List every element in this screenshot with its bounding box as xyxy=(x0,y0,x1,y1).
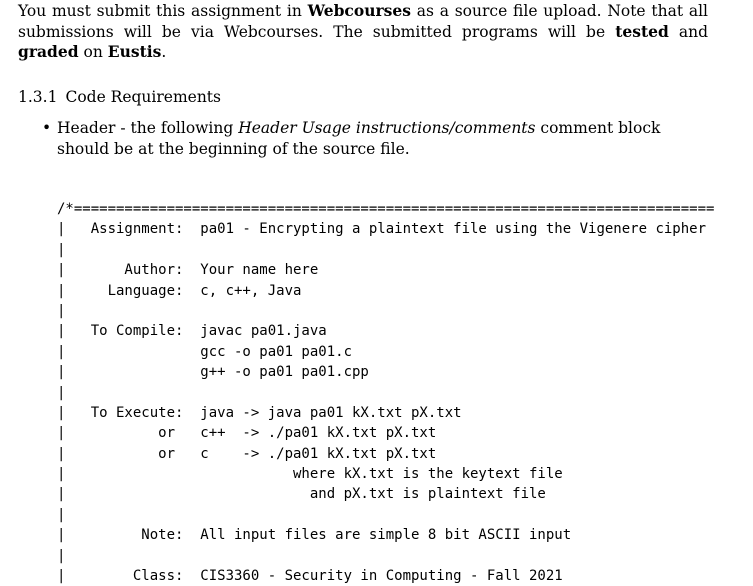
header-bullet xyxy=(42,118,682,159)
graded-bold: graded xyxy=(18,42,79,61)
tested-bold: tested xyxy=(615,21,669,41)
bullet-text-2: comment block should be at the beginning of the source file. xyxy=(57,119,661,158)
code-line: | gcc -o pa01 pa01.c xyxy=(57,343,353,360)
code-line: | Language: c, c++, Java xyxy=(57,282,302,299)
bullet-dot-icon: • xyxy=(42,119,52,137)
intro-text-5: . xyxy=(161,43,167,61)
intro-text-2: as a source file upload. Note that all submissions will be via Webcourses. The submitted programs will be xyxy=(18,2,708,41)
code-line: | Assignment: pa01 - Encrypting a plaintext file using the Vigenere cipher xyxy=(57,221,707,238)
eustis-bold: Eustis xyxy=(107,42,162,61)
code-line: | g++ -o pa01 pa01.cpp xyxy=(57,364,369,381)
intro-paragraph xyxy=(18,1,708,63)
bullet-text-1: Header - the following xyxy=(57,119,239,137)
code-line: | Note: All input files are simple 8 bit ASCII input xyxy=(57,527,572,544)
intro-text-4: on xyxy=(78,43,108,61)
code-line: | Class: CIS3360 - Security in Computing - Fall 2021 xyxy=(57,568,563,585)
code-line: | Author: Your name here xyxy=(57,262,319,279)
code-line: | xyxy=(57,302,66,319)
code-line: | or c++ -> ./pa01 kX.txt pX.txt xyxy=(57,425,437,442)
code-line: | xyxy=(57,506,66,523)
code-line: | xyxy=(57,547,66,564)
code-line: | and pX.txt is plaintext file xyxy=(57,486,546,503)
intro-text-1: You must submit this assignment in xyxy=(18,2,308,20)
webcourses-bold: Webcourses xyxy=(307,1,411,20)
code-line: | or c -> ./pa01 kX.txt pX.txt xyxy=(57,445,437,462)
section-title: Code Requirements xyxy=(65,88,221,106)
code-line: | xyxy=(57,241,66,258)
code-line: /*============================================================================ xyxy=(57,201,715,217)
section-heading xyxy=(18,87,221,107)
bullet-italic: Header Usage instructions/comments xyxy=(238,119,536,137)
code-line: | To Compile: javac pa01.java xyxy=(57,323,327,340)
code-line: | xyxy=(57,384,66,401)
intro-text-3: and xyxy=(668,22,709,41)
section-number: 1.3.1 xyxy=(18,88,58,106)
bullet-text xyxy=(57,118,682,159)
code-line: | To Execute: java -> java pa01 kX.txt pX.txt xyxy=(57,404,462,421)
header-comment-code-block xyxy=(57,199,753,586)
code-line: | where kX.txt is the keytext file xyxy=(57,466,563,483)
